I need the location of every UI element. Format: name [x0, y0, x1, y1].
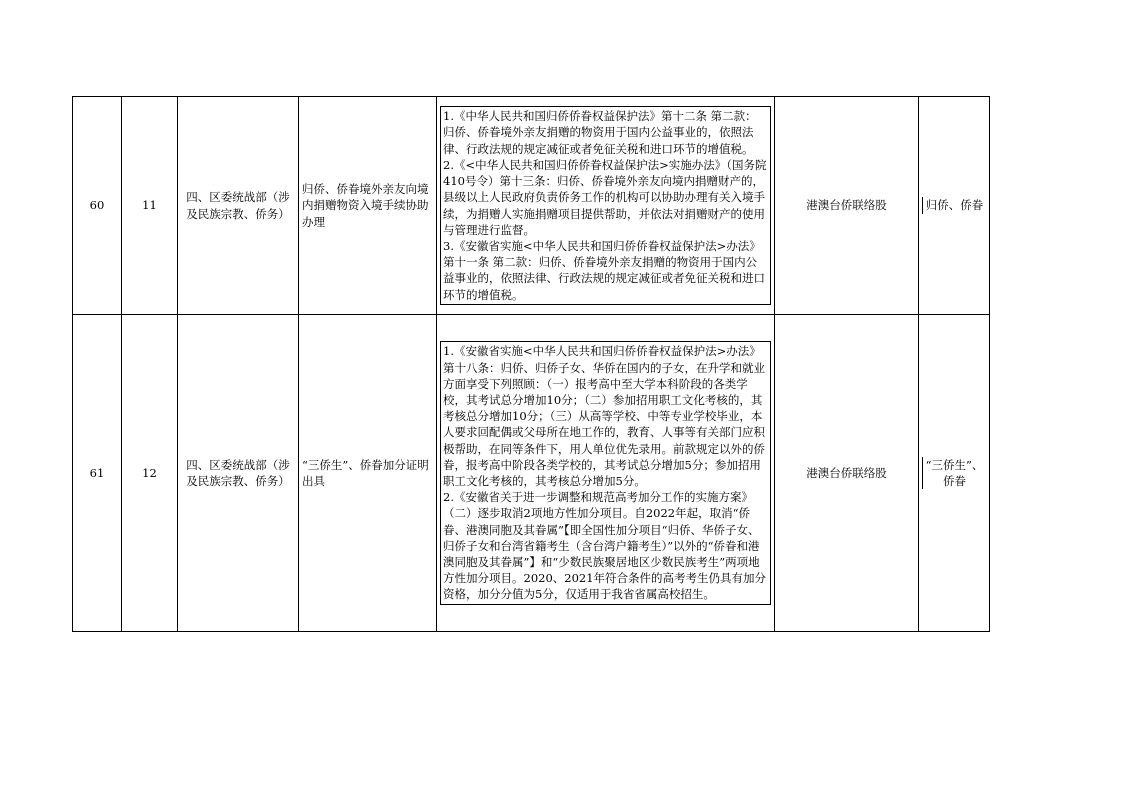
- sub-seq-cell: 12: [122, 315, 178, 632]
- basis-paragraph: 3.《安徽省实施<中华人民共和国归侨侨眷权益保护法>办法》第十一条 第二款：归侨、侨眷境外亲友捐赠的物资用于国内公益事业的，依照法律、行政法规的规定减征或者免征关税和进口环节的增值税。: [443, 238, 765, 302]
- sub-seq-cell: 11: [122, 97, 178, 315]
- service-items-table: [72, 96, 990, 632]
- legal-basis-cell: [437, 315, 775, 632]
- basis-paragraph: 1.《安徽省实施<中华人民共和国归侨侨眷权益保护法>办法》第十八条：归侨、归侨子女、华侨在国内的子女，在升学和就业方面享受下列照顾：（一）报考高中至大学本科阶段的各类学校，其考试总分增加10分；（二）参加招用职工文化考核的，其考核总分增加10分；（三）从高等学校、中等专业学校毕业，本人要求回配偶或父母所在地工作的，教育、人事等有关部门应积极帮助，在同等条件下，用人单位优先录用。前款规定以外的侨眷，报考高中阶段各类学校的，其考试总分增加5分；参加招用职工文化考核的，其考核总分增加5分。: [443, 344, 765, 488]
- basis-paragraph: 2.《安徽省关于进一步调整和规范高考加分工作的实施方案》（二）逐步取消2项地方性加分项目。自2022年起，取消“侨眷、港澳同胞及其眷属”【即全国性加分项目“归侨、华侨子女、归侨子女和台湾省籍考生（含台湾户籍考生）”以外的“侨眷和港澳同胞及其眷属”】和“少数民族聚居地区少数民族考生”两项地方性加分项目。2020、2021年符合条件的高考考生仍具有加分资格，加分分值为5分，仅适用于我省省属高校招生。: [443, 490, 767, 602]
- basis-paragraph: 1.《中华人民共和国归侨侨眷权益保护法》第十二条 第二款：归侨、侨眷境外亲友捐赠的物资用于国内公益事业的，依照法律、行政法规的规定减征或者免征关税和进口环节的增值税。: [443, 109, 757, 156]
- seq-cell: 60: [73, 97, 122, 315]
- target-cell: [919, 315, 990, 632]
- unit-cell: 港澳台侨联络股: [775, 97, 919, 315]
- target-text: “三侨生”、侨眷: [925, 457, 984, 488]
- department-cell: 四、区委统战部（涉及民族宗教、侨务）: [178, 315, 299, 632]
- table-row: [73, 315, 990, 632]
- target-text: 归侨、侨眷: [925, 198, 984, 213]
- target-cell: [919, 97, 990, 315]
- legal-basis-cell: [437, 97, 775, 315]
- table-row: [73, 97, 990, 315]
- basis-paragraph: 2.《<中华人民共和国归侨侨眷权益保护法>实施办法》（国务院410号令）第十三条：归侨、侨眷境外亲友向境内捐赠财产的，县级以上人民政府负责侨务工作的机构可以协助办理有关入境手续，为捐赠人实施捐赠项目提供帮助，并依法对捐赠财产的使用与管理进行监督。: [443, 157, 767, 237]
- seq-cell: 61: [73, 315, 122, 632]
- item-name-cell: 归侨、侨眷境外亲友向境内捐赠物资入境手续协助办理: [299, 97, 437, 315]
- department-cell: 四、区委统战部（涉及民族宗教、侨务）: [178, 97, 299, 315]
- item-name-cell: “三侨生”、侨眷加分证明出具: [299, 315, 437, 632]
- unit-cell: 港澳台侨联络股: [775, 315, 919, 632]
